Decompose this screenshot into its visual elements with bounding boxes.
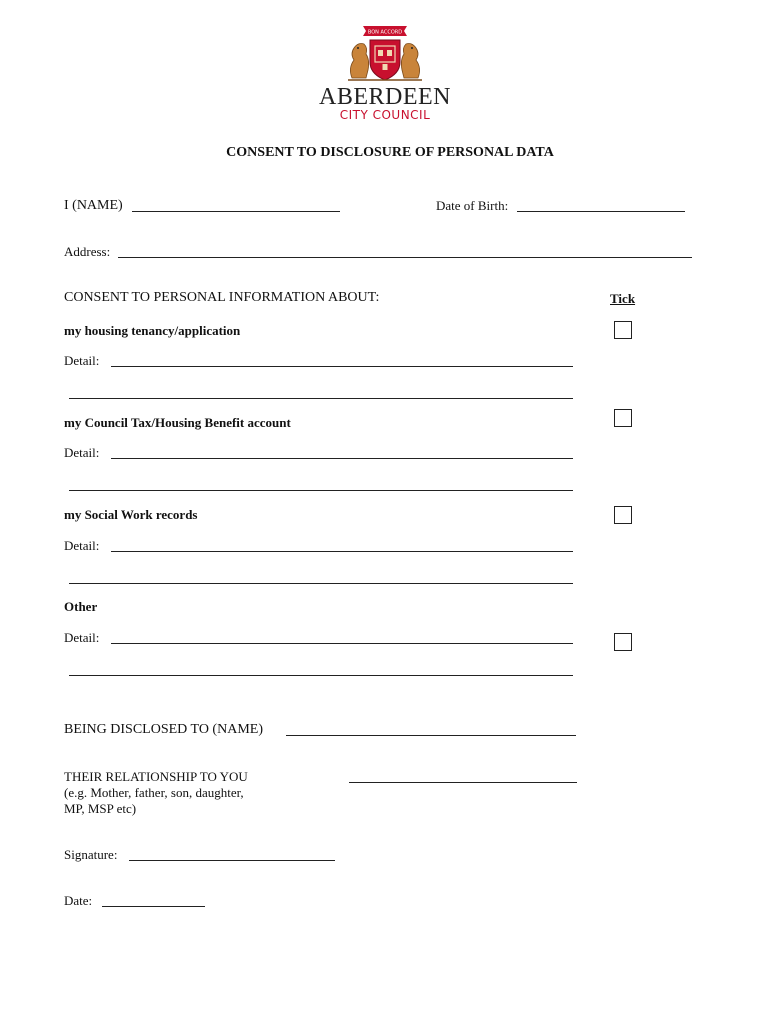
checkbox-council-tax[interactable]: [614, 409, 632, 427]
form-title: CONSENT TO DISCLOSURE OF PERSONAL DATA: [226, 145, 554, 160]
org-subname: CITY COUNCIL: [339, 108, 431, 122]
relationship-label: THEIR RELATIONSHIP TO YOU: [64, 769, 248, 784]
org-name: ABERDEEN: [319, 84, 451, 110]
consent-item-social-work: my Social Work records: [64, 507, 198, 522]
detail-field-other-2[interactable]: [69, 675, 573, 676]
date-field[interactable]: [102, 906, 205, 907]
checkbox-other[interactable]: [614, 633, 632, 651]
tick-column-header: Tick: [610, 291, 636, 306]
dob-label: Date of Birth:: [436, 198, 509, 213]
name-label: I (NAME): [64, 198, 123, 213]
address-label: Address:: [64, 244, 111, 259]
detail-field-housing-2[interactable]: [69, 398, 573, 399]
detail-field-social-work-1[interactable]: [111, 551, 573, 552]
detail-label-other: Detail:: [64, 630, 100, 645]
detail-field-other-1[interactable]: [111, 643, 573, 644]
detail-field-housing-1[interactable]: [111, 366, 573, 367]
name-field[interactable]: [132, 211, 340, 212]
date-label: Date:: [64, 893, 93, 908]
relationship-hint-2: MP, MSP etc): [64, 801, 137, 816]
consent-item-other: Other: [64, 599, 98, 614]
signature-label: Signature:: [64, 847, 118, 862]
aberdeen-crest-logo: [330, 18, 440, 84]
consent-item-council-tax: my Council Tax/Housing Benefit account: [64, 415, 291, 430]
detail-label-council-tax: Detail:: [64, 445, 100, 460]
address-field[interactable]: [118, 257, 692, 258]
detail-field-council-tax-2[interactable]: [69, 490, 573, 491]
checkbox-housing[interactable]: [614, 321, 632, 339]
relationship-field[interactable]: [349, 782, 577, 783]
dob-field[interactable]: [517, 211, 685, 212]
detail-label-social-work: Detail:: [64, 538, 100, 553]
disclosed-to-field[interactable]: [286, 735, 576, 736]
crest-motto: BON ACCORD: [367, 29, 403, 36]
detail-label-housing: Detail:: [64, 353, 100, 368]
relationship-hint-1: (e.g. Mother, father, son, daughter,: [64, 785, 244, 800]
consent-item-housing: my housing tenancy/application: [64, 323, 241, 338]
detail-field-council-tax-1[interactable]: [111, 458, 573, 459]
consent-heading: CONSENT TO PERSONAL INFORMATION ABOUT:: [64, 290, 380, 305]
disclosed-to-label: BEING DISCLOSED TO (NAME): [64, 722, 263, 737]
checkbox-social-work[interactable]: [614, 506, 632, 524]
signature-field[interactable]: [129, 860, 335, 861]
detail-field-social-work-2[interactable]: [69, 583, 573, 584]
